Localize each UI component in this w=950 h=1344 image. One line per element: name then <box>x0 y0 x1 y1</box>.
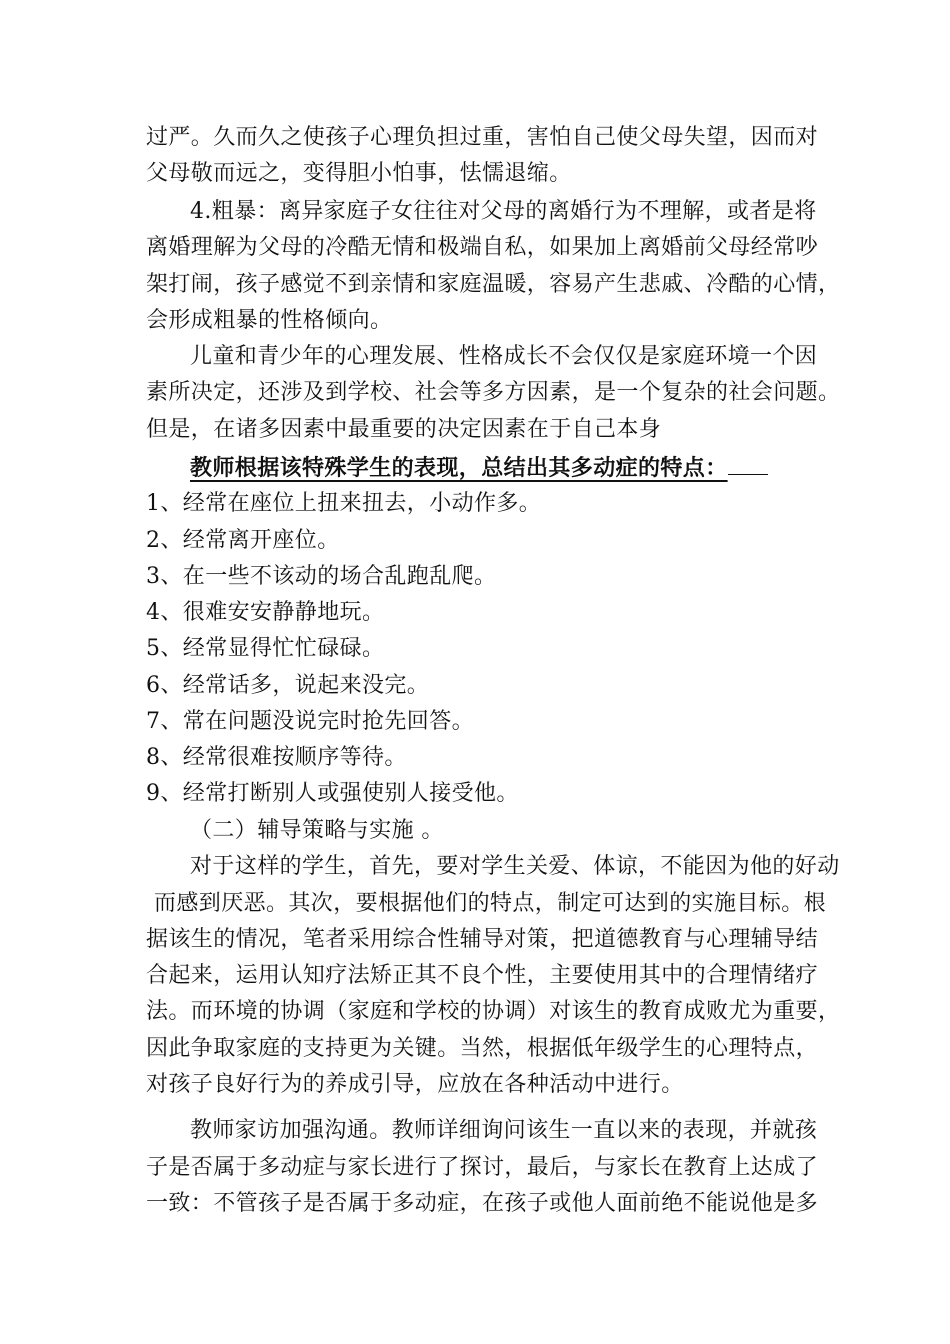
list-item: 5、经常显得忙忙碌碌。 <box>146 636 385 661</box>
paragraph-line: 一致：不管孩子是否属于多动症，在孩子或他人面前绝不能说他是多 <box>146 1191 819 1216</box>
paragraph-line: 离婚理解为父母的冷酷无情和极端自私，如果加上离婚前父母经常吵 <box>146 235 819 260</box>
list-item: 9、经常打断别人或强使别人接受他。 <box>146 781 519 806</box>
list-item: 1、经常在座位上扭来扭去，小动作多。 <box>146 491 542 516</box>
paragraph-line: 架打闹，孩子感觉不到亲情和家庭温暖，容易产生悲戚、冷酷的心情， <box>146 272 841 297</box>
paragraph-line: 素所决定，还涉及到学校、社会等多方因素，是一个复杂的社会问题。 <box>146 380 841 405</box>
section-title: （二）辅导策略与实施 。 <box>190 818 444 843</box>
list-item: 6、经常话多，说起来没完。 <box>146 673 430 698</box>
list-item: 4、很难安安静静地玩。 <box>146 600 385 625</box>
paragraph-line: 教师家访加强沟通。教师详细询问该生一直以来的表现，并就孩 <box>190 1118 818 1143</box>
paragraph-line: 据该生的情况，笔者采用综合性辅导对策，把道德教育与心理辅导结 <box>146 927 819 952</box>
paragraph-line: 父母敬而远之，变得胆小怕事，怯懦退缩。 <box>146 161 572 186</box>
paragraph-line: 合起来，运用认知疗法矫正其不良个性，主要使用其中的合理情绪疗 <box>146 963 819 988</box>
section-heading <box>190 454 768 482</box>
paragraph-line: 过严。久而久之使孩子心理负担过重，害怕自己使父母失望，因而对 <box>146 125 819 150</box>
paragraph-line: 因此争取家庭的支持更为关键。当然，根据低年级学生的心理特点， <box>146 1036 819 1061</box>
paragraph-line: 法。而环境的协调（家庭和学校的协调）对该生的教育成败尤为重要， <box>146 999 841 1024</box>
paragraph-line: 对于这样的学生，首先，要对学生关爱、体谅，不能因为他的好动 <box>190 854 840 879</box>
paragraph-line: 子是否属于多动症与家长进行了探讨，最后，与家长在教育上达成了 <box>146 1155 819 1180</box>
list-item: 2、经常离开座位。 <box>146 528 340 553</box>
list-item: 3、在一些不该动的场合乱跑乱爬。 <box>146 564 497 589</box>
list-item: 7、常在问题没说完时抢先回答。 <box>146 709 474 734</box>
heading-underline <box>728 454 768 475</box>
paragraph-line: 会形成粗暴的性格倾向。 <box>146 308 393 333</box>
paragraph-line: 4.粗暴：离异家庭子女往往对父母的离婚行为不理解，或者是将 <box>190 199 817 224</box>
section-heading-text: 教师根据该特殊学生的表现，总结出其多动症的特点： <box>190 455 728 481</box>
paragraph-line: 但是，在诸多因素中最重要的决定因素在于自己本身 <box>146 417 662 442</box>
list-item: 8、经常很难按顺序等待。 <box>146 745 407 770</box>
paragraph-line: 对孩子良好行为的养成引导，应放在各种活动中进行。 <box>146 1072 684 1097</box>
paragraph-line: 儿童和青少年的心理发展、性格成长不会仅仅是家庭环境一个因 <box>190 344 818 369</box>
paragraph-line: 而感到厌恶。其次，要根据他们的特点，制定可达到的实施目标。根 <box>154 891 827 916</box>
